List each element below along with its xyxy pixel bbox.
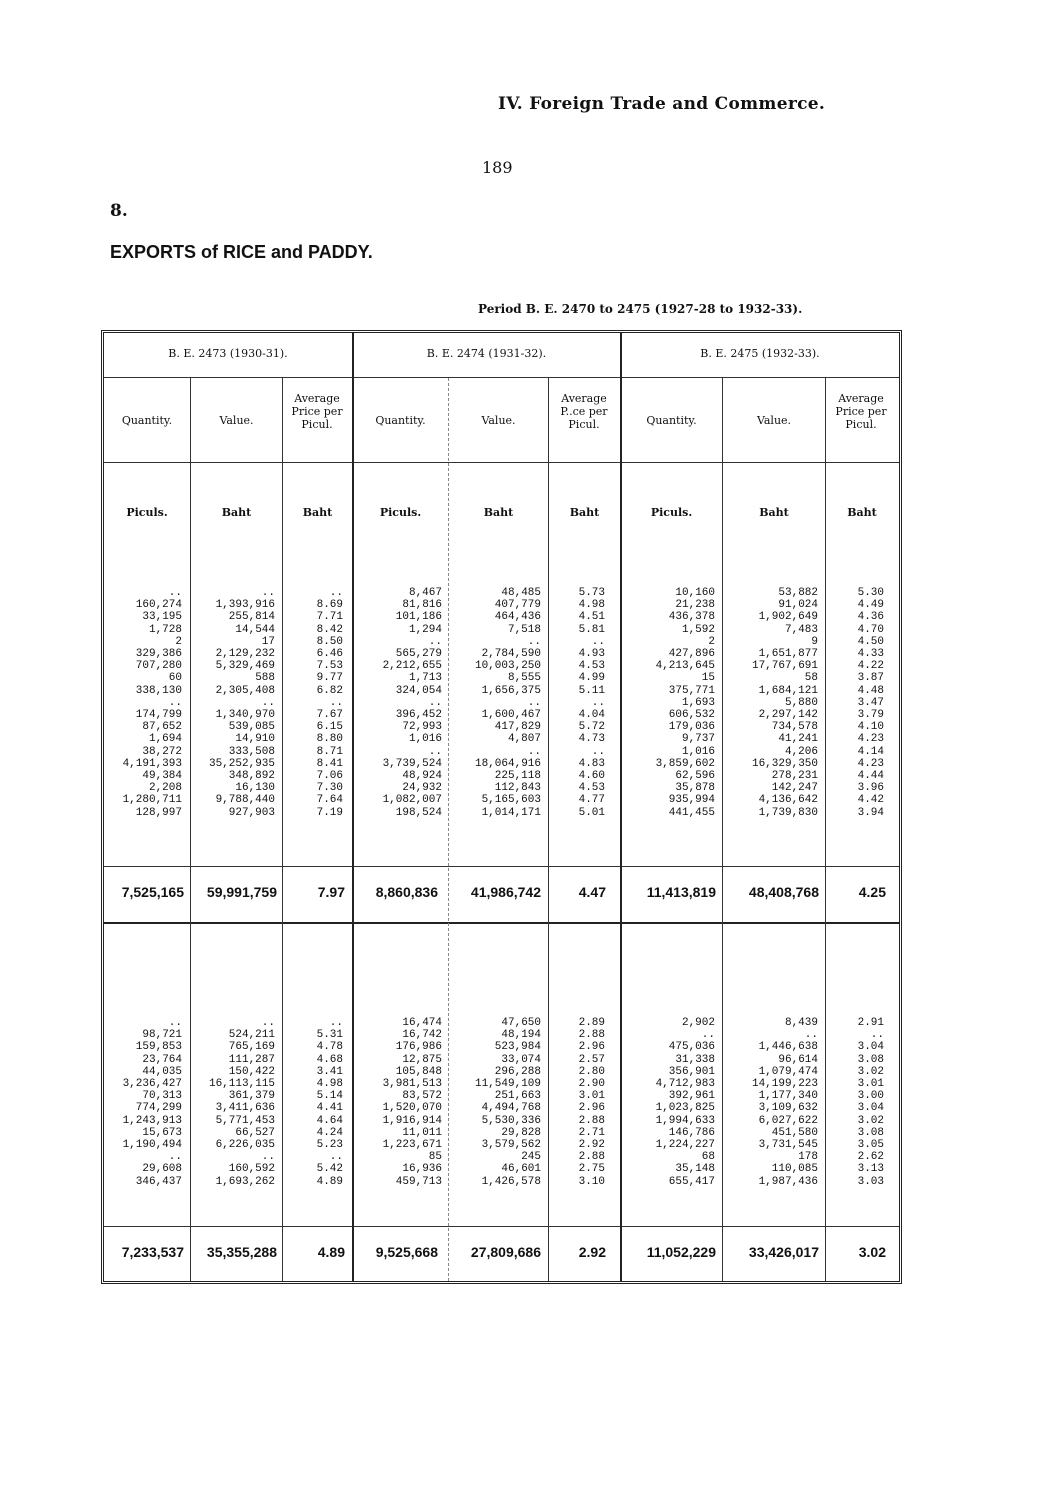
- unit-label: Baht: [569, 506, 600, 519]
- period-header: B. E. 2473 (1930-31).: [168, 347, 288, 360]
- total-cell: 59,991,759: [206, 884, 277, 900]
- rule-above-total-1: [104, 866, 899, 867]
- data-column: 8,439 .. 1,446,638 96,614 1,079,474 14,199,223 1,177,340 3,109,632 6,027,622 451,580 3,731,545 178 110,085 1,987,436: [751, 1017, 818, 1188]
- data-column: 2,902 .. 475,036 31,338 356,901 4,712,983 392,961 1,023,825 1,994,633 146,786 1,224,227 68 35,148 655,417: [655, 1017, 715, 1188]
- column-header: Quantity.: [121, 414, 173, 427]
- total-cell: 48,408,768: [748, 884, 819, 900]
- page-number: 189: [482, 158, 513, 177]
- data-column: 16,474 16,742 176,986 12,875 105,848 3,981,513 83,572 1,520,070 1,916,914 11,011 1,223,671 85 16,936 459,713: [382, 1017, 442, 1188]
- data-column: 53,882 91,024 1,902,649 7,483 9 1,651,877 17,767,691 58 1,684,121 5,880 2,297,142 734,578 41,241 4,206 16,329,350 278,231 142,247 4,136,642 1,739,830: [751, 587, 818, 819]
- column-header: Value.: [219, 414, 254, 427]
- column-header: Quantity.: [375, 414, 426, 427]
- total-cell: 7,233,537: [121, 1244, 184, 1260]
- unit-label: Piculs.: [126, 506, 168, 519]
- total-cell: 41,986,742: [470, 884, 541, 900]
- unit-label: Baht: [759, 506, 789, 519]
- section-number: 8.: [110, 201, 128, 221]
- total-cell: 2.92: [578, 1244, 606, 1260]
- period-header: B. E. 2475 (1932-33).: [700, 347, 820, 360]
- data-column: 5.30 4.49 4.36 4.70 4.50 4.33 4.22 3.87 4.48 3.47 3.79 4.10 4.23 4.14 4.23 4.44 3.96 4.42 3.94: [857, 587, 884, 819]
- total-cell: 4.47: [578, 884, 606, 900]
- column-header: Average Price per Picul.: [835, 392, 887, 431]
- data-column: 5.73 4.98 4.51 5.81 .. 4.93 4.53 4.99 5.11 .. 4.04 5.72 4.73 .. 4.83 4.60 4.53 4.77 5.01: [578, 587, 605, 819]
- unit-label: Baht: [302, 506, 333, 519]
- data-column: 8,467 81,816 101,186 1,294 .. 565,279 2,212,655 1,713 324,054 .. 396,452 72,993 1,016 .. 3,739,524 48,924 24,932 1,082,007 198,524: [382, 587, 442, 819]
- total-cell: 33,426,017: [748, 1244, 819, 1260]
- total-cell: 4.25: [858, 884, 886, 900]
- rule-below-headers: [104, 462, 899, 463]
- unit-label: Baht: [483, 506, 514, 519]
- column-header: Value.: [481, 414, 516, 427]
- running-header: IV. Foreign Trade and Commerce.: [498, 94, 826, 114]
- rule-below-periods: [104, 377, 899, 378]
- column-header: Average Price per Picul.: [291, 392, 343, 431]
- data-column: 2.89 2.88 2.96 2.57 2.80 2.90 3.01 2.96 2.88 2.71 2.92 2.88 2.75 3.10: [578, 1017, 605, 1188]
- column-header: Value.: [756, 414, 792, 427]
- total-cell: 11,413,819: [646, 884, 716, 900]
- column-header: Quantity.: [646, 414, 697, 427]
- table-title: EXPORTS of RICE and PADDY.: [110, 242, 373, 262]
- data-column: .. 1,393,916 255,814 14,544 17 2,129,232 5,329,469 588 2,305,408 .. 1,340,970 539,085 14,910 333,508 35,252,935 348,892 16,130 9,788,440 927,903: [208, 587, 275, 819]
- column-header: Average P..ce per Picul.: [560, 392, 608, 431]
- total-cell: 9,525,668: [375, 1244, 438, 1260]
- total-cell: 27,809,686: [470, 1244, 541, 1260]
- data-column: 47,650 48,194 523,984 33,074 296,288 11,549,109 251,663 4,494,768 5,530,336 29,828 3,579,562 245 46,601 1,426,578: [474, 1017, 541, 1188]
- data-column: .. 98,721 159,853 23,764 44,035 3,236,427 70,313 774,299 1,243,913 15,673 1,190,494 .. 29,608 346,437: [122, 1017, 182, 1188]
- period-note: Period B. E. 2470 to 2475 (1927-28 to 1932-33).: [478, 302, 803, 316]
- rule-below-total-1: [104, 922, 899, 924]
- period-header: B. E. 2474 (1931-32).: [426, 347, 547, 360]
- unit-label: Piculs.: [379, 506, 422, 519]
- total-cell: 8,860,836: [375, 884, 438, 900]
- rule-above-total-2: [104, 1226, 899, 1227]
- total-cell: 7.97: [317, 884, 345, 900]
- data-column: .. 8.69 7.71 8.42 8.50 6.46 7.53 9.77 6.82 .. 7.67 6.15 8.80 8.71 8.41 7.06 7.30 7.64 7.19: [316, 587, 343, 819]
- total-cell: 4.89: [317, 1244, 345, 1260]
- total-cell: 11,052,229: [646, 1244, 716, 1260]
- data-column: 48,485 407,779 464,436 7,518 .. 2,784,590 10,003,250 8,555 1,656,375 .. 1,600,467 417,829 4,807 .. 18,064,916 225,118 112,843 5,165,603 1,014,171: [474, 587, 541, 819]
- unit-label: Baht: [221, 506, 252, 519]
- total-cell: 35,355,288: [206, 1244, 277, 1260]
- unit-label: Piculs.: [650, 506, 693, 519]
- data-column: 10,160 21,238 436,378 1,592 2 427,896 4,213,645 15 375,771 1,693 606,532 179,036 9,737 1,016 3,859,602 62,596 35,878 935,994 441,455: [655, 587, 715, 819]
- data-column: .. 160,274 33,195 1,728 2 329,386 707,280 60 338,130 .. 174,799 87,652 1,694 38,272 4,191,393 49,384 2,208 1,280,711 128,997: [122, 587, 182, 819]
- total-cell: 7,525,165: [121, 884, 184, 900]
- total-cell: 3.02: [858, 1244, 886, 1260]
- data-column: .. 5.31 4.78 4.68 3.41 4.98 5.14 4.41 4.64 4.24 5.23 .. 5.42 4.89: [316, 1017, 343, 1188]
- data-column: .. 524,211 765,169 111,287 150,422 16,113,115 361,379 3,411,636 5,771,453 66,527 6,226,035 .. 160,592 1,693,262: [208, 1017, 275, 1188]
- unit-label: Baht: [847, 506, 877, 519]
- data-column: 2.91 .. 3.04 3.08 3.02 3.01 3.00 3.04 3.02 3.08 3.05 2.62 3.13 3.03: [857, 1017, 884, 1188]
